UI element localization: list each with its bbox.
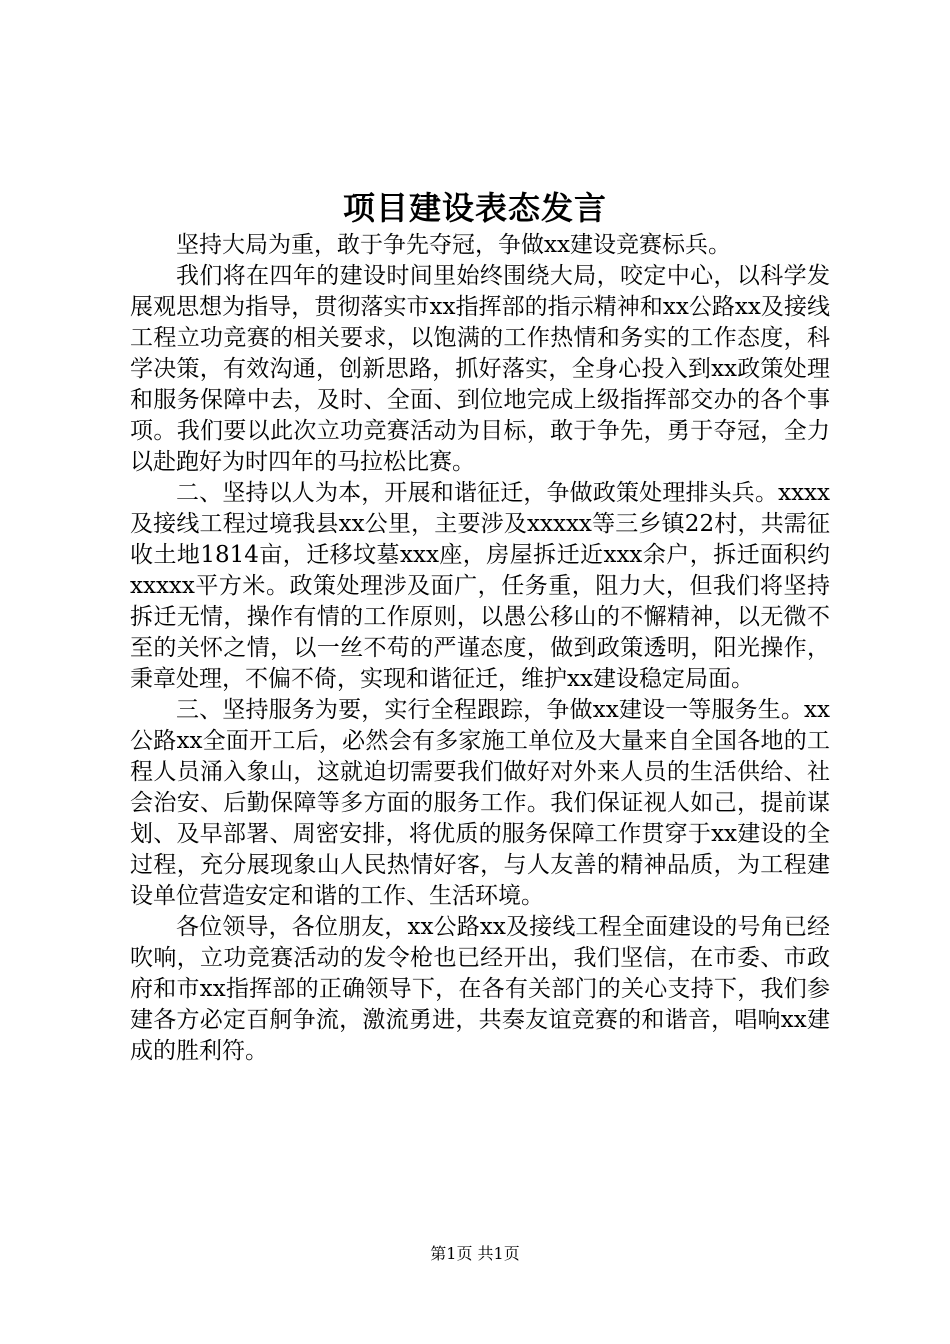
paragraph-commitment: 我们将在四年的建设时间里始终围绕大局，咬定中心，以科学发展观思想为指导，贯彻落实市xx指挥部的指示精神和xx公路xx及接线工程立功竞赛的相关要求，以饱满的工作热情和务实的工作态度，科学决策，有效沟通，创新思路，抓好落实，全身心投入到xx政策处理和服务保障中去，及时、全面、到位地完成上级指挥部交办的各个事项。我们要以此次立功竞赛活动为目标，敢于争先，勇于夺冠，全力以赴跑好为时四年的马拉松比赛。 xyxy=(130,263,830,475)
paragraph-section-three: 三、坚持服务为要，实行全程跟踪，争做xx建设一等服务生。xx公路xx全面开工后，必然会有多家施工单位及大量来自全国各地的工程人员涌入象山，这就迫切需要我们做好对外来人员的生活供给、社会治安、后勤保障等多方面的服务工作。我们保证视人如己，提前谋划、及早部署、周密安排，将优质的服务保障工作贯穿于xx建设的全过程，充分展现象山人民热情好客，与人友善的精神品质，为工程建设单位营造安定和谐的工作、生活环境。 xyxy=(130,697,830,909)
paragraph-section-two: 二、坚持以人为本，开展和谐征迁，争做政策处理排头兵。xxxx及接线工程过境我县xx公里，主要涉及xxxxx等三乡镇22村，共需征收土地1814亩，迁移坟墓xxx座，房屋拆迁近xxx余户，拆迁面积约xxxxx平方米。政策处理涉及面广，任务重，阻力大，但我们将坚持拆迁无情，操作有情的工作原则，以愚公移山的不懈精神，以无微不至的关怀之情，以一丝不苟的严谨态度，做到政策透明，阳光操作，秉章处理，不偏不倚，实现和谐征迁，维护xx建设稳定局面。 xyxy=(130,480,830,692)
page-number-footer: 第1页 共1页 xyxy=(430,1244,520,1263)
paragraph-closing: 各位领导，各位朋友，xx公路xx及接线工程全面建设的号角已经吹响，立功竞赛活动的发令枪也已经开出，我们坚信，在市委、市政府和市xx指挥部的正确领导下，在各有关部门的关心支持下，我们参建各方必定百舸争流，激流勇进，共奏友谊竞赛的和谐音，唱响xx建成的胜利符。 xyxy=(130,914,830,1064)
document-body xyxy=(130,230,830,1067)
document-title: 项目建设表态发言 xyxy=(342,189,607,227)
paragraph-intro: 坚持大局为重，敢于争先夺冠，争做xx建设竞赛标兵。 xyxy=(176,232,731,258)
